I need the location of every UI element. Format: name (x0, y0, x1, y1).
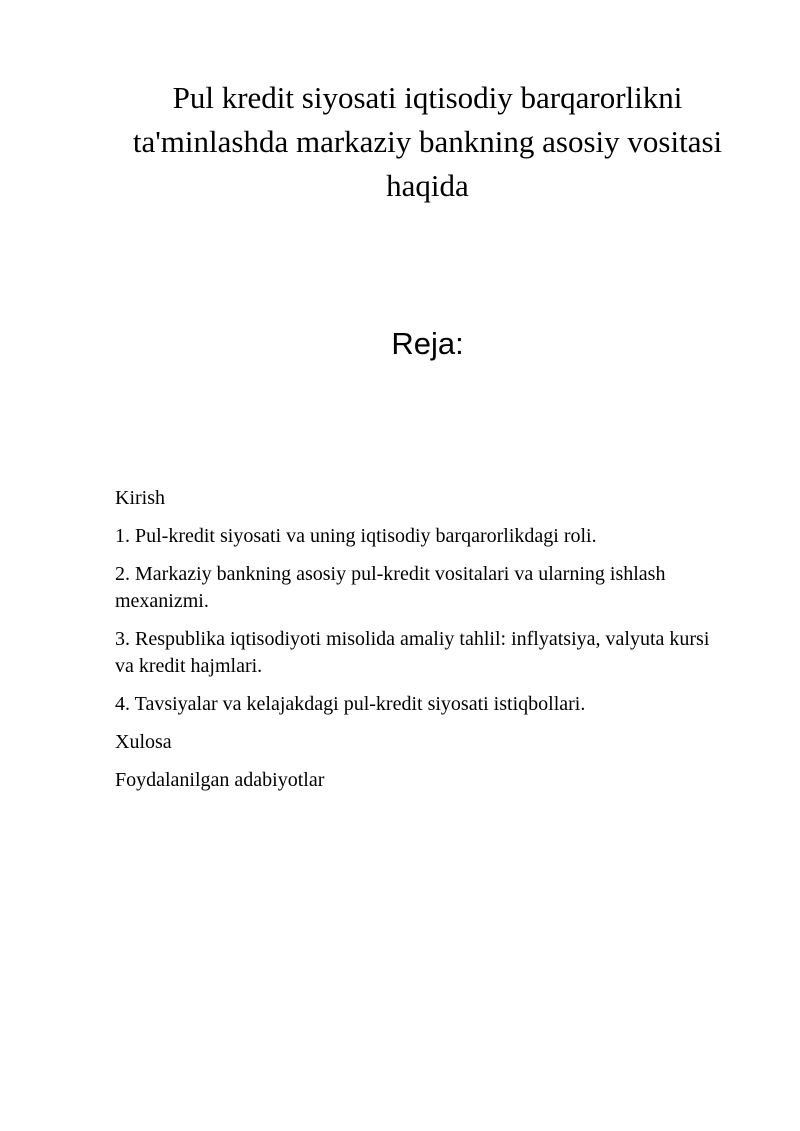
plan-item-2: 2. Markaziy bankning asosiy pul-kredit vositalari va ularning ishlash mexanizmi. (115, 563, 666, 612)
plan-item-references: Foydalanilgan adabiyotlar (115, 769, 325, 791)
plan-item-1: 1. Pul-kredit siyosati va uning iqtisodiy barqarorlikdagi roli. (115, 525, 597, 547)
plan-item-3: 3. Respublika iqtisodiyoti misolida amaliy tahlil: inflyatsiya, valyuta kursi va kredit hajmlari. (115, 628, 710, 677)
plan-item-4: 4. Tavsiyalar va kelajakdagi pul-kredit siyosati istiqbollari. (115, 693, 586, 715)
plan-list (115, 485, 725, 805)
plan-item-conclusion: Xulosa (115, 731, 172, 753)
plan-item-introduction: Kirish (115, 487, 165, 509)
plan-heading: Reja: (391, 326, 464, 361)
document-title: Pul kredit siyosati iqtisodiy barqarorlikni ta'minlashda markaziy bankning asosiy vositasi haqida (132, 80, 723, 203)
